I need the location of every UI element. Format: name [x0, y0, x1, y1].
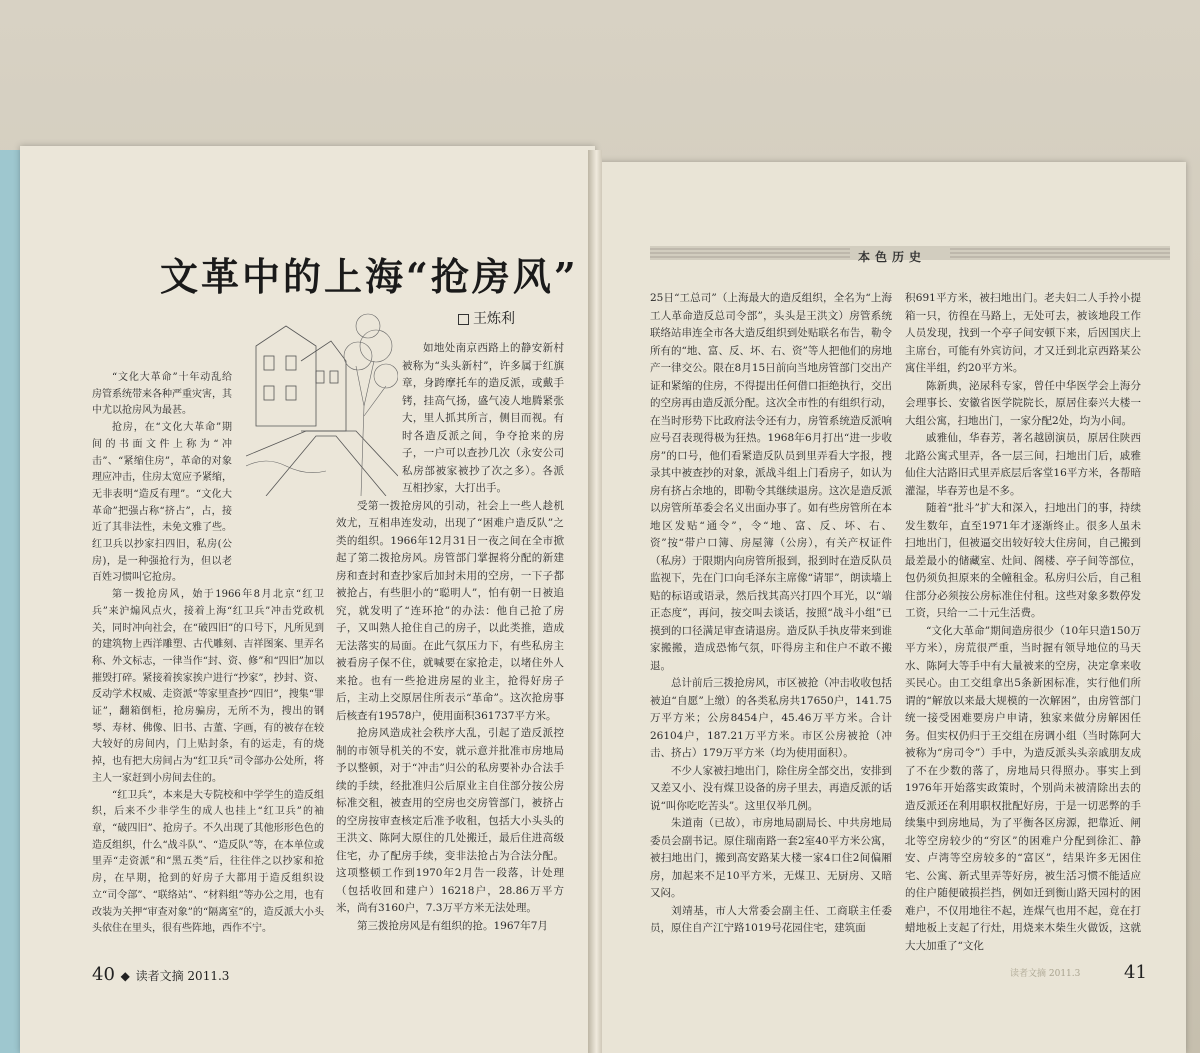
paragraph: 抢房风造成社会秩序大乱，引起了造反派控制的市领导机关的不安，就示意并批准市房地局予以整顿，对于“冲击”归公的私房要补办合法手续的手续，经批准归公后原业主自住部分按公房标准交租，被查用的空房也交房管部门，被挤占的空房按审查核定后准予收租，包括大小头头的王洪文、陈阿大原住的几处搬迁，最后住进高级住宅，办了配房手续，变非法抢占为合法分配。这项整顿工作到1970年2月告一段落，计处理（包括收回和建户）16218户，28.86万平方米，尚有3160户，7.3万平方米无法处理。 [336, 727, 564, 914]
left-column-2 [336, 340, 564, 935]
paragraph: “文化大革命”十年动乱给房管系统带来各种严重灾害，其中尤以抢房风为最甚。 [92, 372, 232, 417]
square-icon [458, 314, 469, 325]
section-label: 本色历史 [858, 250, 927, 264]
paragraph: 受第一拨抢房风的引动，社会上一些人趁机效尤，互相串连发动，出现了“困难户造反队”之类的组织。1966年12月31日一夜之间在全市掀起了第二拨抢房风。房管部门掌握将分配的新建房和查封和查抄家后加封未用的空房，一下子都被抢占，有些胆小的“聪明人”，怕有朝一日被追究，就发明了“连环抢”的办法：他自己抢了房子，又叫熟人抢住自己的房子，以此类推，造成无法落实的局面。在此气氛压力下，有些私房主被看房子保不住，就喊要在家抢走，以堵住外人来抢。也有一些抢进房屋的业主，抢得好房子后，主动上交原居住所表示“革命”。这次抢房事后核查有19578户，使用面积361737平方米。 [336, 499, 564, 722]
paragraph: 第三拨抢房风是有组织的抢。1967年7月 [357, 919, 548, 932]
paragraph: 刘靖基，市人大常委会副主任、工商联主任委员，原住自产江宁路1019号花园住宅，建筑面 [650, 904, 892, 934]
paragraph: 抢房，在“文化大革命”期间的书面文件上称为“冲击”、“紧缩住房”，革命的对象理应冲击，住房太宽应予紧缩，无非表明“造反有理”。“文化大革命”把强占称“挤占”，占，接近了其非法性，未免文雅了些。红卫兵以抄家扫四旧，私房(公房)，是一种强抢行为，但以老百姓习惯叫它抢房。 [92, 422, 232, 584]
paragraph: 25日“工总司”（上海最大的造反组织，全名为“上海工人革命造反总司令部”，头头是王洪文）房管系统联络站串连全市各大造反组织到处贴联名布告，勒令所有的“地、富、反、坏、右、资”等人把他们的房地产一律交公。限在8月15日前向当地房管部门交出产证和紧缩的住房，不得提出任何借口拒绝执行，交出的空房再由造反派分配。这次全市性的有组织行动，在当时形势下比政府法令还有力，房管系统造反派响应号召表现得极为狂热。1968年6月打出“进一步收房”的口号，他们看紧造反队员到里弄看大字报，搜录其中被查抄的对象，派战斗组上门看房子，如认为房有挤占余地的，即勒令其继续退房。这次是造反派以房管所革委会名义出面办事了。如有些房管所在本地区发贴“通令”，令“地、富、反、坏、右、资”按“带户口簿、房屋簿（公房），有关产权证件（私房）于限期内向房管所报到，报到时在造反队员监视下，先在门口向毛泽东主席像“请罪”，朗读墙上贴的标语或语录，然后找其高兴打四个耳光，以“端正态度”，再问，按交叫去谈话，按照“战斗小组”已摸到的口径满足审查请退房。造反队手执皮带来到谁家搬搬，造成恐怖气氛，吓得房主和住户不敢不搬退。 [650, 292, 892, 672]
paragraph: “文化大革命”期间造房很少（10年只造150万平方米），房荒很严重，当时握有领导地位的马天水、陈阿大等手中有大量被来的空房，决定拿来收买民心。由工交组拿出5条新困标准，实行他们所谓的“解放以来最大规模的一次解困”，由房管部门统一接受困难要房户申请，独家来做分房解困任务。但实权仍归于王交组在房调小组（当时陈阿大被称为“房司令”）手中，为造反派头头亲戚朋友成了不在少数的落了，房地局只得照办。事实上到1976年开始落实政策时，个别尚未被清除出去的造反派还在利用职权批配好房，于是一切恶弊的手续集中到房地局，为了平衡各区房源，把靠近、闸北等空房较少的“穷区”的困难户分配到徐汇、静安、卢湾等空房较多的“富区”，结果许多无困住宅、公寓、新式里弄等好房，被生活习惯不能适应的住户随便破损拦挡，例如迁到衡山路天园村的困难户，不仅用地往不起，连煤气也用不起，竟在打蜡地板上支起了行灶，用烧来木柴生火做饭，这就大大加重了“文化 [905, 624, 1141, 952]
journal-name: 读者文摘 2011.3 [135, 969, 230, 983]
paragraph: 戚雅仙，华春芳，著名越剧演员，原居住陕西北路公寓式里弄，各一层三间，扫地出门后，戚雅仙住大沽路旧式里弄底层后客堂16平方米，各帮暗灌湿，毕春芳也是不多。 [905, 432, 1141, 497]
author-name: 王炼利 [473, 311, 515, 327]
book-spine [588, 150, 602, 1053]
paragraph: 不少人家被扫地出门，除住房全部交出，安排到又差又小、没有煤卫设备的房子里去，再造反派的话说“叫你吃吃苦头”。这里仅举几例。 [650, 764, 892, 812]
paragraph: 随着“批斗”扩大和深入，扫地出门的事，持续发生数年，直至1971年才逐渐终止。很多人虽未扫地出门，但被逼交出较好较大住房间，自己搬到最差最小的储藏室、灶间、阁楼、亭子间等部位，包仍须负担原来的全幢租金。私房归公后，自己租住部分必须按公房标准住付租。这些对象多数停发工资，只给一二十元生活费。 [905, 502, 1141, 619]
paragraph: 朱道南（已故），市房地局副局长、中共房地局委员会副书记。原住瑞南路一套2室40平方米公寓，被扫地出门，搬到高安路某大楼一家4口住2间偏厢房，加起来不足10平方米，无煤卫、无厨房、又暗又闷。 [650, 817, 892, 899]
adjacent-page-edge [0, 150, 22, 1053]
paragraph: “红卫兵”，本来是大专院校和中学学生的造反组织，后来不少非学生的成人也挂上“红卫兵”的袖章，“破四旧”、抢房子。不久出现了其他形形色色的造反组织，什么“战斗队”、“造反队”等，在本单位或里弄“走资派”和“黑五类”后，往往伴之以抄家和抢房，在早期，抢到的好房子大都用于造反组织设立“司令部”、“联络站”、“材料组”等办公之用，也有改装为关押“审查对象”的“隔离室”的，造反派大小头头依住在里头，很有些阵地，西作不宁。 [92, 789, 324, 935]
right-footer-text: 读者文摘 2011.3 [1010, 969, 1081, 979]
paragraph: 第一拨抢房风，始于1966年8月北京“红卫兵”来沪煽风点火，接着上海“红卫兵”冲击党政机关，同时冲向社会，在“破四旧”的口号下，凡所见到的建筑物上西洋雕塑、古代雕刻、吉祥图案、里弄名称、外文标志，一律当作“封、资、修”和“四旧”加以摧毁打碎。紧接着挨家挨户进行“抄家”，抄封、资、反动学术权威、走资派“等家里查抄“四旧”，搜集“罪证”，翻箱倒柜，抢房骗房，无所不为，搜出的钢琴、寿材、佛像、旧书、古董、字画，有的被存在较大较好的房间内，门上贴封条，有的运走，有的烧掉，也有把大房间占为“红卫兵”司令部办公处所，将主人一家赶到小房间去住的。 [92, 589, 324, 784]
left-column-1 [92, 370, 324, 938]
paragraph: 总计前后三拨抢房风，市区被抢（冲击收收包括被迫“自愿”上缴）的各类私房共17650户，141.75万平方米；公房8454户，45.46万平方米。合计26104户，187.21万平方米。市区公房被抢（冲击、挤占）179万平方米（均为使用面积）。 [650, 677, 892, 759]
paragraph: 积691平方米，被扫地出门。老夫妇二人手拎小提箱一只，彷徨在马路上，无处可去，被该地段工作人员发现，找到一个亭子间安顿下来，后因国庆上主席台，可能有外宾访问，才又迁到北京西路某公寓住半组，约20平方米。 [905, 292, 1141, 374]
right-column-2 [905, 290, 1141, 955]
left-folio [92, 964, 229, 985]
article-title: 文革中的上海“抢房风” [160, 254, 579, 299]
author-line [458, 308, 515, 328]
right-column-1 [650, 290, 892, 938]
right-folio: 41 [1124, 962, 1147, 983]
diamond-icon: ◆ [120, 969, 130, 983]
page-number: 40 [92, 964, 115, 985]
paragraph: 如地处南京西路上的静安新村被称为“头头新村”，许多属于红旗章，身跨摩托车的造反派，或戴手铐，挂高气扬，盛气凌人地腾紧张大，里人抓其所言，侧目而视。有时各造反派之间，争夺抢来的房子，一户可以查抄几次（永安公司私房部被家被抄了次之多）。各派互相抄家，大打出手。 [402, 342, 564, 494]
paragraph: 陈新典，泌尿科专家，曾任中华医学会上海分会理事长、安徽省医学院院长，原居住泰兴大楼一大组公寓，扫地出门，一家分配2处，均为小间。 [905, 379, 1141, 427]
